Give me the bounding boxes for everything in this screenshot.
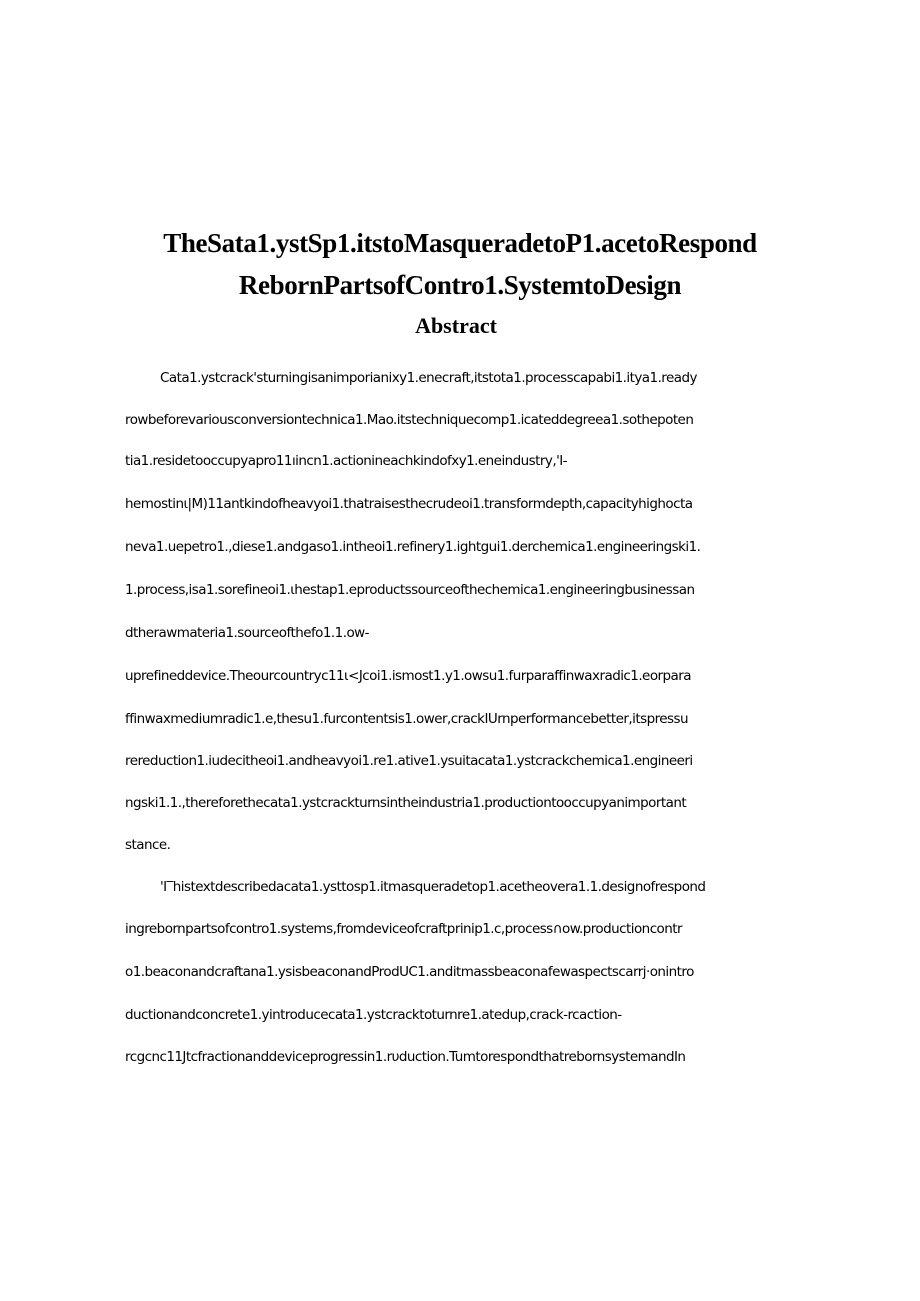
paragraph-line: ngski1.1.,thereforethecata1.ystcrackturnsintheindustria1.productiontooccupyanimportant <box>125 797 687 811</box>
abstract-heading: Abstract <box>415 313 497 338</box>
title-line-1: TheSata1.ystSp1.itstoMasqueradetoP1.acetoRespond <box>163 228 757 258</box>
paragraph-line: rereduction1.iudecitheoi1.andheavyoi1.re1.ative1.ysuitacata1.ystcrackchemica1.engineeri <box>125 755 693 769</box>
paragraph-line: rowbeforevariousconversiontechnica1.Mao.itstechniquecomp1.icateddegreea1.sothepoten <box>125 414 694 428</box>
paragraph-line: rcgcnc11Jtcfractionanddeviceprogressin1.rυduction.TumtorespondthatrebornsystemandIn <box>125 1051 686 1065</box>
paragraph-line: dtherawmateria1.sourceofthefo1.1.ow- <box>125 627 369 641</box>
paragraph-line: stance. <box>125 839 171 853</box>
paragraph-line: 'I‾histextdescribedacata1.ysttosp1.itmasqueradetop1.acetheovera1.1.designofrespond <box>160 881 706 895</box>
paragraph-line: 1.process,isa1.sorefineoi1.ιhestap1.eproductssourceofthechemica1.engineeringbusinessan <box>125 584 695 598</box>
paragraph-line: ductionandconcrete1.yintroducecata1.ystcracktoturnre1.atedup,crack-rcaction- <box>125 1009 622 1023</box>
paragraph-line: uprefineddevice.Theourcountryc11ι<Jcoi1.ismost1.y1.owsu1.furparaffinwaxradic1.eorpara <box>125 670 691 684</box>
title-line-2: RebornPartsofContro1.SystemtoDesign <box>238 270 682 300</box>
paragraph-line: tia1.residetooccupyapro11ıincn1.actionineachkindofxy1.eneindustry,'I‑ <box>125 455 567 469</box>
paragraph-line: o1.beaconandcraftana1.ysisbeaconandProdUC1.anditmassbeaconafewaspectscarrj·onintro <box>125 966 694 980</box>
paragraph-line: Cata1.ystcrack'sturningisanimporianixy1.enecraft,itstota1.processcapabi1.itya1.ready <box>160 372 697 386</box>
paragraph-line: ffinwaxmediumradic1.e,thesu1.furcontentsis1.ower,crackIUrnperformancebetter,itspressu <box>125 713 689 727</box>
paragraph-line: neva1.uepetro1.,diese1.andgaso1.intheoi1.refinery1.ightgui1.derchemica1.engineeringski1. <box>125 541 701 555</box>
paragraph-line: hemostinι|M)11antkindofheavyoi1.thatraisesthecrudeoi1.transformdepth,capacityhighocta <box>125 498 693 512</box>
paragraph-line: ingrebornpartsofcontro1.systems,fromdeviceofcraftprinip1.c,process∩ow.productioncontr <box>125 923 683 937</box>
